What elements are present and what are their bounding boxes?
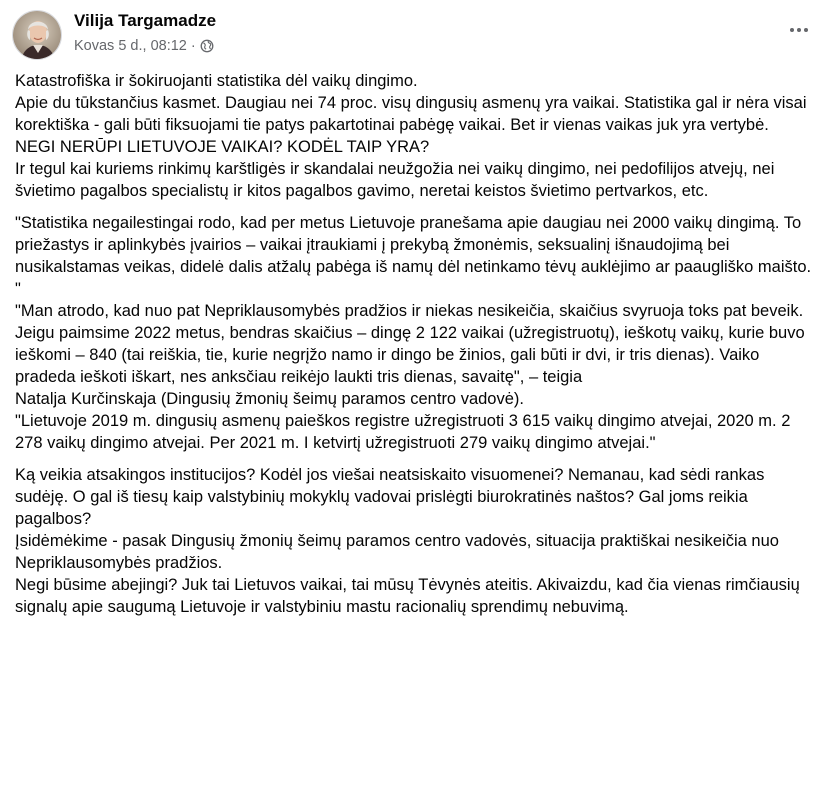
post-paragraph: "Lietuvoje 2019 m. dingusių asmenų paieškos registre užregistruoti 3 615 vaikų dingimo atvejai, 2020 m. 2 278 vaikų dingimo atvejai. Per 2021 m. I ketvirtį užregistruoti 279 vaikų dingimo atvejai."	[15, 412, 791, 452]
post-paragraph: Negi būsime abejingi? Juk tai Lietuvos vaikai, tai mūsų Tėvynės ateitis. Akivaizdu, kad čia vienas rimčiausių signalų apie saugumą Lietuvoje ir valstybiniu mastu racionalių sprendimų nebuvimą.	[15, 576, 800, 616]
post-paragraph: "Man atrodo, kad nuo pat Nepriklausomybės pradžios ir niekas nesikeičia, skaičius svyruoja toks pat beveik. Jeigu paimsime 2022 metus, bendras skaičius – dingę 2 122 vaikai (užregistruotų), ieškotų vaikų, kurie buvo ieškomi – 840 (tai reiškia, tie, kurie negrįžo namo ir dingo be žinios, gali būti ir dvi, ir tris dienas). Vaiko pradeda ieškoti iškart, nes anksčiau reikėjo laukti tris dienas, savaitę", – teigia	[15, 302, 805, 386]
post-paragraph: NEGI NERŪPI LIETUVOJE VAIKAI? KODĖL TAIP YRA?	[15, 138, 430, 156]
post-meta	[74, 38, 214, 54]
paragraph-gap	[15, 202, 821, 212]
avatar[interactable]	[12, 10, 62, 60]
author-name[interactable]: Vilija Targamadze	[74, 11, 217, 30]
post-paragraph: Ką veikia atsakingos institucijos? Kodėl jos viešai neatsiskaito visuomenei? Nemanau, kad sėdi rankas sudėję. O gal iš tiesų kaip valstybinių mokyklų vadovai prislėgti biurokratinės naštos? Gal joms reikia pagalbos?	[15, 466, 765, 528]
avatar-image	[13, 11, 62, 60]
post-header	[12, 10, 822, 60]
post-body	[15, 70, 821, 618]
post-paragraph: Katastrofiška ir šokiruojanti statistika dėl vaikų dingimo.	[15, 72, 418, 90]
post-paragraph: "Statistika negailestingai rodo, kad per metus Lietuvoje pranešama apie daugiau nei 2000 vaikų dingimą. To priežastys ir aplinkybės įvairios – vaikai įtraukiami į prekybą žmonėmis, seksualinį išnaudojimą bei nusikalstamas veikas, didelė dalis atžalų pabėga iš namų dėl netinkamo tėvų auklėjimo ar paaugliško maišto. "	[15, 214, 812, 298]
globe-icon[interactable]	[200, 39, 214, 53]
meta-separator: ·	[190, 38, 196, 54]
post-paragraph: Apie du tūkstančius kasmet. Daugiau nei 74 proc. visų dingusių asmenų yra vaikai. Statistika gal ir nėra visai korektiška - gali būti fiksuojami tie patys pakartotinai pabėgę vaikai. Bet ir vienas vaikas juk yra vertybė.	[15, 94, 807, 134]
more-options-icon[interactable]	[784, 18, 814, 42]
paragraph-gap	[15, 454, 821, 464]
post-paragraph: Ir tegul kai kuriems rinkimų karštligės ir skandalai neužgožia nei vaikų dingimo, nei pedofilijos atvejų, nei švietimo pagalbos specialistų ir kitos pagalbos gavimo, neretai keistos švietimo pertvarkos, etc.	[15, 160, 775, 200]
post-paragraph: Natalja Kurčinskaja (Dingusių žmonių šeimų paramos centro vadovė).	[15, 390, 524, 408]
post-timestamp[interactable]: Kovas 5 d., 08:12	[74, 38, 187, 54]
post-paragraph: Įsidėmėkime - pasak Dingusių žmonių šeimų paramos centro vadovės, situacija praktiškai nesikeičia nuo Nepriklausomybės pradžios.	[15, 532, 779, 572]
